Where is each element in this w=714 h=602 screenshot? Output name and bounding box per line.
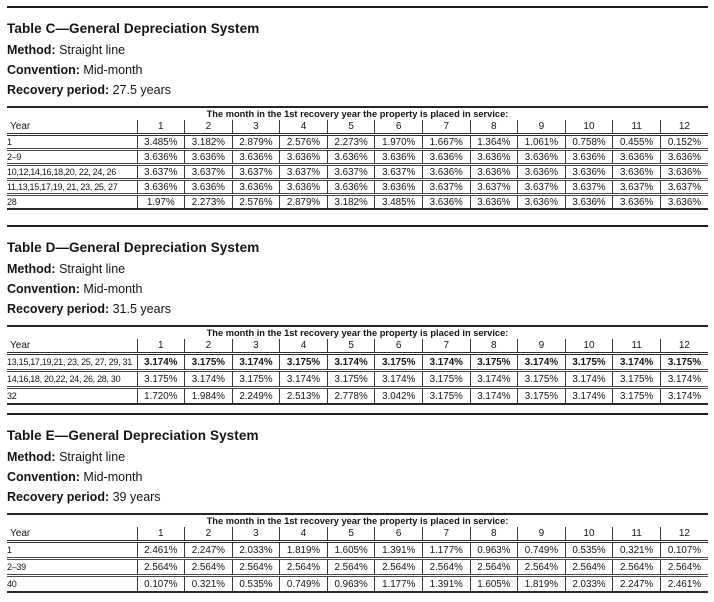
rate-cell: 2.564% — [280, 559, 328, 576]
rate-cell: 1.819% — [280, 542, 328, 559]
rate-cell: 3.637% — [327, 165, 375, 180]
month-column-header: 7 — [422, 527, 470, 542]
rate-cell: 3.637% — [280, 165, 328, 180]
rate-cell: 3.636% — [470, 195, 518, 210]
rate-cell: 2.564% — [327, 559, 375, 576]
rate-cell: 3.174% — [470, 388, 518, 405]
method-line — [7, 40, 708, 60]
rate-cell: 3.636% — [518, 195, 566, 210]
rate-cell: 3.636% — [518, 165, 566, 180]
month-column-header: 1 — [137, 120, 185, 135]
rate-cell: 3.175% — [660, 354, 708, 371]
rate-cell: 3.042% — [375, 388, 423, 405]
month-column-header: 3 — [232, 339, 280, 354]
recovery-period-value: 27.5 years — [112, 83, 171, 97]
rate-cell: 3.636% — [280, 180, 328, 195]
rate-cell: 1.391% — [375, 542, 423, 559]
row-year-label: 40 — [7, 579, 17, 589]
month-column-header: 7 — [422, 339, 470, 354]
rate-cell: 1.177% — [422, 542, 470, 559]
rate-cell: 3.174% — [660, 371, 708, 388]
method-label: Method: — [7, 43, 56, 57]
rate-cell: 3.174% — [565, 371, 613, 388]
rate-cell: 3.174% — [518, 354, 566, 371]
rate-cell: 3.174% — [327, 354, 375, 371]
convention-value: Mid-month — [83, 470, 143, 484]
section-table-e — [7, 413, 708, 593]
table-row — [7, 195, 708, 210]
rate-cell: 3.485% — [375, 195, 423, 210]
rate-cell: 3.637% — [613, 180, 661, 195]
rate-cell: 3.174% — [137, 354, 185, 371]
rate-cell: 2.564% — [470, 559, 518, 576]
rate-cell: 3.175% — [185, 354, 233, 371]
month-column-header: 4 — [280, 120, 328, 135]
rate-cell: 3.636% — [660, 165, 708, 180]
recovery-period-line — [7, 80, 708, 100]
table-row — [7, 180, 708, 195]
rate-cell: 3.175% — [280, 354, 328, 371]
column-header-row — [7, 120, 708, 135]
month-column-header: 5 — [327, 527, 375, 542]
month-column-header: 9 — [518, 527, 566, 542]
rate-cell: 3.636% — [565, 150, 613, 165]
rate-cell: 3.175% — [518, 388, 566, 405]
rate-cell: 3.175% — [422, 388, 470, 405]
recovery-period-value: 39 years — [112, 490, 161, 504]
month-placed-in-service-header: The month in the 1st recovery year the property is placed in service: — [206, 516, 509, 526]
rate-cell: 3.637% — [185, 165, 233, 180]
rate-cell: 1.984% — [185, 388, 233, 405]
rate-cell: 2.564% — [660, 559, 708, 576]
rate-cell: 3.636% — [375, 150, 423, 165]
year-column-header: Year — [7, 120, 137, 135]
rate-cell: 3.636% — [232, 150, 280, 165]
rate-cell: 0.321% — [185, 576, 233, 593]
rate-cell: 2.879% — [280, 195, 328, 210]
rate-cell: 3.637% — [375, 165, 423, 180]
rate-cell: 3.175% — [470, 354, 518, 371]
rate-cell: 3.637% — [565, 180, 613, 195]
table-c-title: Table C—General Depreciation System — [7, 21, 260, 36]
rate-cell: 2.564% — [137, 559, 185, 576]
method-line — [7, 259, 708, 279]
year-column-header: Year — [7, 339, 137, 354]
month-column-header: 11 — [613, 527, 661, 542]
month-column-header: 7 — [422, 120, 470, 135]
month-header-row — [7, 514, 708, 527]
convention-label: Convention: — [7, 470, 80, 484]
table-row — [7, 354, 708, 371]
month-column-header: 11 — [613, 339, 661, 354]
convention-label: Convention: — [7, 63, 80, 77]
rate-cell: 2.461% — [137, 542, 185, 559]
row-year-label: 10,12,14,16,18,20, 22, 24, 26 — [7, 165, 137, 180]
row-year-label: 1 — [7, 542, 137, 559]
rate-cell: 2.461% — [660, 576, 708, 593]
month-column-header: 10 — [565, 339, 613, 354]
month-column-header: 5 — [327, 120, 375, 135]
rate-cell: 1.177% — [375, 576, 423, 593]
rate-cell: 3.636% — [185, 180, 233, 195]
recovery-period-label: Recovery period: — [7, 83, 110, 97]
convention-line — [7, 279, 708, 299]
month-column-header: 1 — [137, 527, 185, 542]
month-column-header: 11 — [613, 120, 661, 135]
row-year-label: 11,13,15,17,19, 21, 23, 25, 27 — [7, 180, 137, 195]
rate-cell: 3.175% — [613, 371, 661, 388]
rate-cell: 0.321% — [613, 542, 661, 559]
rate-cell: 3.637% — [470, 180, 518, 195]
rate-cell: 3.636% — [660, 150, 708, 165]
convention-label: Convention: — [7, 282, 80, 296]
month-column-header: 9 — [518, 120, 566, 135]
recovery-period-line — [7, 299, 708, 319]
rate-cell: 3.636% — [422, 165, 470, 180]
rate-cell: 2.273% — [327, 135, 375, 150]
month-placed-in-service-header: The month in the 1st recovery year the property is placed in service: — [206, 328, 509, 338]
column-header-row — [7, 339, 708, 354]
rate-cell: 3.636% — [470, 150, 518, 165]
rate-cell: 3.636% — [613, 165, 661, 180]
method-label: Method: — [7, 262, 56, 276]
month-column-header: 12 — [660, 527, 708, 542]
recovery-period-label: Recovery period: — [7, 302, 110, 316]
month-column-header: 6 — [375, 120, 423, 135]
depreciation-table-c — [7, 106, 708, 210]
rate-cell: 3.636% — [565, 165, 613, 180]
row-year-label: 13,15,17,19,21, 23, 25, 27, 29, 31 — [7, 354, 137, 371]
rate-cell: 3.175% — [327, 371, 375, 388]
recovery-period-line — [7, 487, 708, 507]
rate-cell: 3.637% — [518, 180, 566, 195]
rate-cell: 3.636% — [660, 195, 708, 210]
row-year-label: 28 — [7, 197, 17, 207]
rate-cell: 3.174% — [660, 388, 708, 405]
rate-cell: 0.107% — [660, 542, 708, 559]
column-header-row — [7, 527, 708, 542]
rate-cell: 3.636% — [327, 150, 375, 165]
rate-cell: 1.605% — [470, 576, 518, 593]
rate-cell: 3.636% — [565, 195, 613, 210]
rate-cell: 3.174% — [280, 371, 328, 388]
rate-cell: 3.174% — [232, 354, 280, 371]
row-year-label: 14,16,18, 20,22, 24, 26, 28, 30 — [7, 371, 137, 388]
month-column-header: 6 — [375, 527, 423, 542]
rate-cell: 2.576% — [232, 195, 280, 210]
rate-cell: 0.963% — [327, 576, 375, 593]
method-value: Straight line — [59, 450, 126, 464]
rate-cell: 2.247% — [185, 542, 233, 559]
rate-cell: 3.636% — [137, 180, 185, 195]
rate-cell: 3.175% — [137, 371, 185, 388]
month-header-row — [7, 326, 708, 339]
rate-cell: 3.175% — [232, 371, 280, 388]
month-column-header: 3 — [232, 120, 280, 135]
rate-cell: 3.175% — [375, 354, 423, 371]
rate-cell: 3.636% — [470, 165, 518, 180]
rate-cell: 1.391% — [422, 576, 470, 593]
rate-cell: 3.636% — [327, 180, 375, 195]
rate-cell: 3.636% — [422, 195, 470, 210]
month-column-header: 6 — [375, 339, 423, 354]
rate-cell: 3.174% — [470, 371, 518, 388]
month-column-header: 10 — [565, 527, 613, 542]
rate-cell: 1.364% — [470, 135, 518, 150]
rate-cell: 3.175% — [613, 388, 661, 405]
rate-cell: 3.182% — [327, 195, 375, 210]
rate-cell: 2.564% — [232, 559, 280, 576]
row-year-label: 2–39 — [7, 559, 137, 576]
convention-line — [7, 60, 708, 80]
month-column-header: 4 — [280, 527, 328, 542]
rate-cell: 3.174% — [613, 354, 661, 371]
rate-cell: 3.636% — [185, 150, 233, 165]
method-label: Method: — [7, 450, 56, 464]
rate-cell: 2.273% — [185, 195, 233, 210]
method-line — [7, 447, 708, 467]
convention-value: Mid-month — [83, 63, 143, 77]
rate-cell: 3.636% — [613, 195, 661, 210]
month-column-header: 2 — [185, 527, 233, 542]
table-row — [7, 542, 708, 559]
rate-cell: 3.174% — [375, 371, 423, 388]
rate-cell: 2.564% — [565, 559, 613, 576]
section-table-c — [7, 6, 708, 210]
rate-cell: 1.061% — [518, 135, 566, 150]
month-column-header: 4 — [280, 339, 328, 354]
year-column-header: Year — [7, 527, 137, 542]
rate-cell: 3.636% — [137, 150, 185, 165]
rate-cell: 3.485% — [137, 135, 185, 150]
rate-cell: 0.535% — [565, 542, 613, 559]
rate-cell: 0.152% — [660, 135, 708, 150]
rate-cell: 3.174% — [565, 388, 613, 405]
table-row — [7, 576, 708, 593]
rate-cell: 3.174% — [422, 354, 470, 371]
depreciation-table-e — [7, 513, 708, 593]
table-d-title: Table D—General Depreciation System — [7, 240, 260, 255]
month-column-header: 10 — [565, 120, 613, 135]
rate-cell: 2.879% — [232, 135, 280, 150]
method-value: Straight line — [59, 262, 126, 276]
depreciation-table-d — [7, 325, 708, 405]
section-table-d — [7, 225, 708, 405]
rate-cell: 2.564% — [518, 559, 566, 576]
rate-cell: 0.758% — [565, 135, 613, 150]
rate-cell: 0.963% — [470, 542, 518, 559]
month-column-header: 8 — [470, 339, 518, 354]
method-value: Straight line — [59, 43, 126, 57]
rate-cell: 3.637% — [137, 165, 185, 180]
table-e-title: Table E—General Depreciation System — [7, 428, 259, 443]
recovery-period-label: Recovery period: — [7, 490, 110, 504]
convention-line — [7, 467, 708, 487]
rate-cell: 3.636% — [375, 180, 423, 195]
rate-cell: 2.778% — [327, 388, 375, 405]
rate-cell: 1.970% — [375, 135, 423, 150]
row-year-label: 32 — [7, 391, 17, 401]
rate-cell: 1.667% — [422, 135, 470, 150]
month-column-header: 3 — [232, 527, 280, 542]
month-column-header: 1 — [137, 339, 185, 354]
rate-cell: 3.175% — [565, 354, 613, 371]
month-column-header: 12 — [660, 339, 708, 354]
month-column-header: 12 — [660, 120, 708, 135]
rate-cell: 2.033% — [565, 576, 613, 593]
convention-value: Mid-month — [83, 282, 143, 296]
rate-cell: 2.247% — [613, 576, 661, 593]
rate-cell: 3.175% — [518, 371, 566, 388]
rate-cell: 3.636% — [232, 180, 280, 195]
rate-cell: 0.535% — [232, 576, 280, 593]
rate-cell: 2.564% — [613, 559, 661, 576]
rate-cell: 1.720% — [137, 388, 185, 405]
rate-cell: 2.513% — [280, 388, 328, 405]
rate-cell: 3.637% — [660, 180, 708, 195]
month-header-row — [7, 107, 708, 120]
rate-cell: 0.749% — [280, 576, 328, 593]
table-row — [7, 135, 708, 150]
row-year-label: 1 — [7, 135, 137, 150]
month-column-header: 2 — [185, 339, 233, 354]
rate-cell: 3.182% — [185, 135, 233, 150]
rate-cell: 0.107% — [137, 576, 185, 593]
rate-cell: 2.564% — [375, 559, 423, 576]
rate-cell: 3.636% — [518, 150, 566, 165]
rate-cell: 0.749% — [518, 542, 566, 559]
recovery-period-value: 31.5 years — [112, 302, 171, 316]
rate-cell: 3.637% — [422, 180, 470, 195]
rate-cell: 2.576% — [280, 135, 328, 150]
rate-cell: 2.033% — [232, 542, 280, 559]
rate-cell: 2.564% — [422, 559, 470, 576]
table-row — [7, 165, 708, 180]
month-column-header: 2 — [185, 120, 233, 135]
month-column-header: 9 — [518, 339, 566, 354]
month-column-header: 5 — [327, 339, 375, 354]
rate-cell: 3.637% — [232, 165, 280, 180]
month-column-header: 8 — [470, 120, 518, 135]
rate-cell: 2.564% — [185, 559, 233, 576]
month-column-header: 8 — [470, 527, 518, 542]
rate-cell: 2.249% — [232, 388, 280, 405]
rate-cell: 3.636% — [280, 150, 328, 165]
month-placed-in-service-header: The month in the 1st recovery year the property is placed in service: — [206, 109, 509, 119]
rate-cell: 1.605% — [327, 542, 375, 559]
row-year-label: 2–9 — [7, 150, 137, 165]
rate-cell: 1.97% — [137, 195, 185, 210]
table-row — [7, 371, 708, 388]
rate-cell: 3.175% — [422, 371, 470, 388]
rate-cell: 3.636% — [613, 150, 661, 165]
rate-cell: 1.819% — [518, 576, 566, 593]
table-row — [7, 559, 708, 576]
table-row — [7, 388, 708, 405]
table-row — [7, 150, 708, 165]
rate-cell: 3.174% — [185, 371, 233, 388]
rate-cell: 0.455% — [613, 135, 661, 150]
rate-cell: 3.636% — [422, 150, 470, 165]
